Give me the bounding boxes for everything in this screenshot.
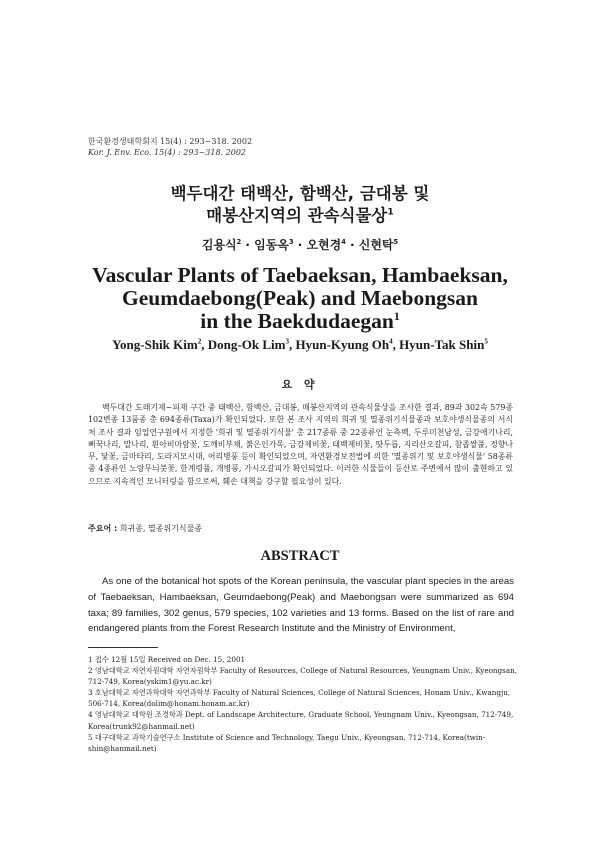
- footnote: 4 영남대학교 대학원 조경학과 Dept. of Landscape Architecture, Graduate School, Yeungnam Univ., Kyeongsan, 712-749, Korea(trunk92@hanmail.net): [88, 710, 514, 731]
- author-english: Dong-Ok Lim$^3$: [207, 337, 290, 352]
- abstract-english: [88, 574, 514, 637]
- abstract-korean: [88, 402, 513, 488]
- author-korean: 임동옥$^3$: [254, 238, 294, 252]
- footnote: 2 영남대학교 자연자원대학 자연자원학부 Faculty of Resources, College of Natural Resources, Yeungnam Univ., Kyeongsan, 712-749, Korea(yskim1@yu.ac.kr): [88, 666, 518, 687]
- title-korean-line2: [0, 205, 600, 227]
- journal-citation-korean: 한국환경생태학회지 15(4) : 293~318. 2002: [88, 137, 253, 146]
- author-korean: 김용식$^2$: [201, 238, 242, 252]
- keywords-text: 희귀종, 멸종위기식물종: [119, 524, 203, 533]
- footnote-divider: [88, 647, 158, 648]
- footnotes: [88, 654, 518, 754]
- footnote: 1 접수 12월 15일 Received on Dec. 15, 2001: [88, 655, 246, 664]
- author-english: Hyun-Tak Shin$^5$: [399, 337, 488, 352]
- title-korean-line1: 백두대간 태백산, 함백산, 금대봉 및: [170, 184, 430, 203]
- footnote: 5 대구대학교 과학기술연구소 Institute of Science and Technology, Taegu Univ., Kyeongsan, 712-714, Korea(twin-shin@hanmail.net): [88, 732, 486, 753]
- abstract-korean-text: 백두대간 도래기재~피재 구간 중 태백산, 함백산, 금대봉, 매봉산지역의 관속식물상을 조사한 결과, 89과 302속 579종 102변종 13품종 총 694종류(Taxa)가 확인되었다. 또한 본 조사 지역의 희귀 및 멸종위기식물종과 보호야생식물종의 서식처 조사 결과 임업연구원에서 지정한 '희귀 및 멸종위기식물' 총 217종류 중 22종류인 눈측백, 두루미천남성, 금강애기나리, 뻐꾹나리, 말나리, 흰아비마람꽃, 도깨비부채, 붉은인가목, 금강제비꽃, 태백제비꽃, 땃두릅, 지리산오갈피, 참좁쌀풀, 정향나무, 닻꽃, 금마타리, 도라지모시대, 어리병풍 등이 확인되었으며, 자연환경보전법에 의한 '멸종위기 및 보호야생식물' 58종류 중 4종류인 노랑무늬붓꽃, 한계령풀, 개병풍, 가시오갈피가 확인되었다. 이러한 식물들이 등산로 주변에서 많이 출현하고 있으므로 지속적인 모니터링을 함으로써, 훼손 대책을 강구할 필요성이 있다.: [88, 403, 513, 486]
- title-english-footnote-mark: 1: [393, 308, 400, 323]
- author-english: Hyun-Kyung Oh$^4$: [295, 337, 393, 352]
- journal-citation-english: Kor. J. Env. Eco. 15(4) : 293~318. 2002: [88, 148, 246, 157]
- title-korean: [0, 183, 600, 227]
- title-english-line3: [0, 310, 600, 333]
- abstract-english-text: As one of the botanical hot spots of the Korean peninsula, the vascular plant species in the areas of Taebaeksan, Hambaeksan, Geumdaebong(Peak) and Maebongsan were summarized as 694 taxa; 89 families, 302 genus, 579 species, 102 varieties and 13 forms. Based on the list of rare and endangered plants from the Forest Research Institute and the Ministry of Environment,: [88, 576, 514, 635]
- title-english: [0, 264, 600, 333]
- footnote: 3 호남대학교 자연과학대학 자연과학부 Faculty of Natural Sciences, College of Natural Sciences, Honam Univ., Kwangju, 506-714, Korea(dolim@honam.honam.ac.kr): [88, 688, 511, 709]
- authors-english: Yong-Shik Kim$^2$, Dong-Ok Lim$^3$, Hyun-Kyung Oh$^4$, Hyun-Tak Shin$^5$: [112, 337, 488, 352]
- title-korean-footnote-mark: 1: [387, 207, 394, 218]
- author-korean: 오현경$^4$: [306, 238, 346, 252]
- title-english-line2: Geumdaebong(Peak) and Maebongsan: [122, 286, 478, 310]
- author-korean: 신현탁$^5$: [358, 238, 399, 252]
- abstract-korean-heading: 요 약: [281, 378, 319, 391]
- title-english-line3-text: in the Baekdudaegan: [200, 309, 394, 333]
- keywords-label: 주요어 :: [88, 524, 118, 533]
- author-english: Yong-Shik Kim$^2$: [112, 337, 202, 352]
- authors-korean: 김용식$^2$ · 임동옥$^3$ · 오현경$^4$ · 신현탁$^5$: [201, 238, 399, 252]
- title-korean-line2-text: 매봉산지역의 관속식물상: [206, 206, 388, 225]
- keywords: [88, 523, 202, 534]
- journal-citation: [88, 136, 252, 158]
- abstract-english-heading: ABSTRACT: [260, 548, 340, 564]
- title-english-line1: Vascular Plants of Taebaeksan, Hambaeksan,: [92, 263, 508, 287]
